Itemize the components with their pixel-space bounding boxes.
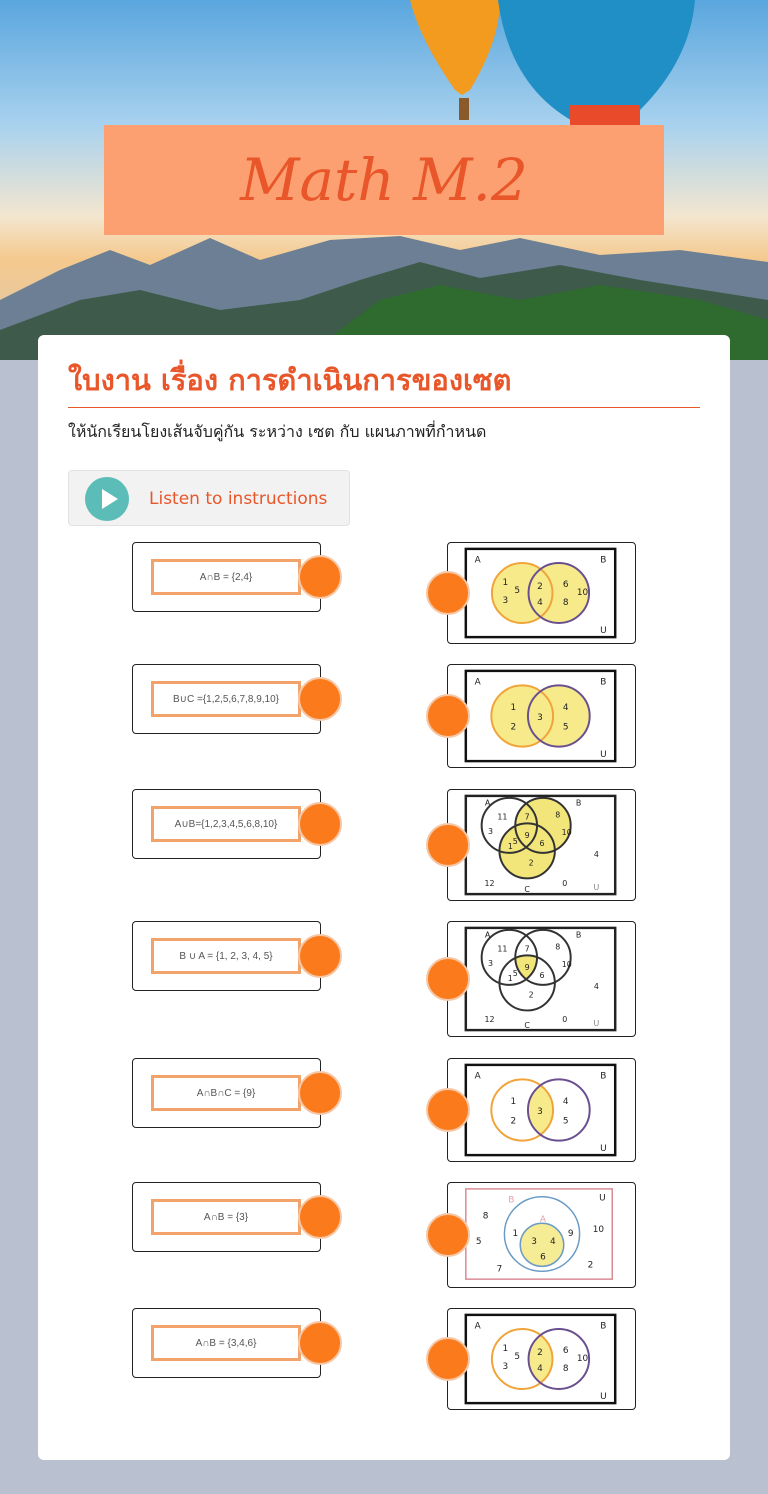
venn-label: B xyxy=(508,1195,515,1206)
venn-diagram xyxy=(448,1309,635,1409)
set-expression-label: A∩B∩C = {9} xyxy=(151,1075,301,1111)
venn-label: 1 xyxy=(512,1229,519,1239)
venn-label: 4 xyxy=(537,597,543,608)
venn-label: 10 xyxy=(561,960,572,970)
venn-label: 5 xyxy=(512,837,518,847)
venn-label: 4 xyxy=(562,703,569,714)
venn-label: 5 xyxy=(562,1116,569,1127)
left-connector-dot[interactable] xyxy=(298,1195,342,1239)
venn-label: 4 xyxy=(562,1097,569,1108)
venn-diagram-card[interactable] xyxy=(447,1058,636,1162)
venn-label: 5 xyxy=(514,1352,521,1362)
venn-label: 0 xyxy=(562,879,568,889)
venn-label: 3 xyxy=(488,827,494,837)
venn-label: 1 xyxy=(510,1097,517,1108)
venn-label: 3 xyxy=(502,1361,509,1372)
venn-label: 6 xyxy=(539,839,545,848)
venn-label: 10 xyxy=(576,1353,589,1364)
venn-label: 3 xyxy=(537,1106,543,1117)
venn-label: 9 xyxy=(524,831,530,841)
venn-label: U xyxy=(600,626,607,637)
venn-label: 9 xyxy=(567,1229,574,1239)
venn-label: 10 xyxy=(561,828,572,838)
venn-label: 2 xyxy=(510,722,517,733)
set-expression-card[interactable] xyxy=(132,789,321,859)
set-expression-label: A∩B = {2,4} xyxy=(151,559,301,595)
left-connector-dot[interactable] xyxy=(298,1321,342,1365)
venn-diagram xyxy=(448,790,635,900)
venn-diagram xyxy=(448,1059,635,1161)
venn-label: A xyxy=(539,1215,547,1226)
venn-label: 2 xyxy=(587,1260,594,1271)
venn-diagram-card[interactable] xyxy=(447,664,636,768)
set-expression-card[interactable] xyxy=(132,542,321,612)
listen-label: Listen to instructions xyxy=(149,489,328,509)
heading-divider xyxy=(68,407,700,408)
listen-instructions-button[interactable] xyxy=(68,470,350,526)
venn-label: 2 xyxy=(537,582,543,593)
venn-label: 2 xyxy=(510,1116,517,1127)
venn-label: C xyxy=(524,885,530,895)
venn-label: 2 xyxy=(528,858,534,868)
venn-label: B xyxy=(600,677,607,688)
right-connector-dot[interactable] xyxy=(426,1088,470,1132)
venn-diagram-card[interactable] xyxy=(447,542,636,644)
venn-label: 5 xyxy=(514,586,521,596)
venn-label: 7 xyxy=(524,944,530,954)
header-banner xyxy=(0,0,768,360)
venn-label: 8 xyxy=(482,1211,489,1222)
venn-label: 4 xyxy=(593,981,599,991)
venn-label: 5 xyxy=(475,1236,482,1247)
venn-diagram-card[interactable] xyxy=(447,921,636,1037)
left-connector-dot[interactable] xyxy=(298,1071,342,1115)
set-expression-label: A∩B = {3} xyxy=(151,1199,301,1235)
right-connector-dot[interactable] xyxy=(426,1213,470,1257)
instruction-text: ให้นักเรียนโยงเส้นจับคู่กัน ระหว่าง เซต กับ แผนภาพที่กำหนด xyxy=(68,422,487,441)
venn-label: A xyxy=(484,930,491,940)
venn-label: 4 xyxy=(550,1236,556,1247)
venn-label: 11 xyxy=(497,944,508,954)
set-expression-label: A∩B = {3,4,6} xyxy=(151,1325,301,1361)
venn-label: 0 xyxy=(562,1015,568,1025)
venn-label: 11 xyxy=(497,812,508,822)
venn-label: A xyxy=(474,1321,481,1332)
venn-label: 1 xyxy=(507,973,513,983)
venn-label: 4 xyxy=(593,849,599,859)
venn-label: 8 xyxy=(562,597,569,608)
venn-label: 5 xyxy=(512,969,518,979)
venn-label: 6 xyxy=(539,971,545,981)
venn-label: U xyxy=(600,1392,607,1403)
venn-diagram xyxy=(448,922,635,1036)
venn-label: U xyxy=(600,1144,607,1155)
venn-label: U xyxy=(600,750,607,761)
venn-label: 1 xyxy=(502,578,509,589)
venn-label: B xyxy=(575,930,582,940)
venn-label: 6 xyxy=(540,1252,546,1263)
set-expression-card[interactable] xyxy=(132,921,321,991)
venn-label: 7 xyxy=(524,812,530,822)
venn-label: 3 xyxy=(502,595,509,606)
venn-label: U xyxy=(593,883,600,893)
venn-label: B xyxy=(575,798,582,808)
venn-label: 3 xyxy=(488,959,494,969)
venn-label: A xyxy=(484,798,491,808)
venn-label: 2 xyxy=(528,990,534,1000)
right-connector-dot[interactable] xyxy=(426,694,470,738)
venn-label: 8 xyxy=(562,1363,569,1374)
venn-diagram-card[interactable] xyxy=(447,1308,636,1410)
set-expression-label: B∪C ={1,2,5,6,7,8,9,10} xyxy=(151,681,301,717)
venn-label: 8 xyxy=(555,810,561,820)
venn-diagram-card[interactable] xyxy=(447,789,636,901)
venn-label: 2 xyxy=(537,1348,543,1359)
left-connector-dot[interactable] xyxy=(298,555,342,599)
venn-label: 3 xyxy=(531,1236,537,1247)
set-expression-label: B ∪ A = {1, 2, 3, 4, 5} xyxy=(151,938,301,974)
title-banner xyxy=(104,125,664,235)
set-expression-card[interactable] xyxy=(132,1058,321,1128)
venn-label: U xyxy=(599,1193,606,1204)
play-icon xyxy=(85,477,129,521)
left-connector-dot[interactable] xyxy=(298,934,342,978)
venn-label: A xyxy=(474,677,481,688)
venn-label: 1 xyxy=(510,703,517,714)
venn-diagram-card[interactable] xyxy=(447,1182,636,1288)
venn-label: 8 xyxy=(555,942,561,952)
venn-label: U xyxy=(593,1019,600,1029)
venn-label: 1 xyxy=(502,1344,509,1355)
set-expression-card[interactable] xyxy=(132,1308,321,1378)
venn-label: A xyxy=(474,555,481,566)
venn-label: 12 xyxy=(484,1015,495,1025)
left-connector-dot[interactable] xyxy=(298,677,342,721)
venn-diagram xyxy=(448,665,635,767)
venn-label: 5 xyxy=(562,722,569,733)
set-expression-label: A∪B={1,2,3,4,5,6,8,10} xyxy=(151,806,301,842)
left-connector-dot[interactable] xyxy=(298,802,342,846)
venn-label: A xyxy=(474,1071,481,1082)
venn-label: 9 xyxy=(524,963,530,973)
venn-label: 12 xyxy=(484,879,495,889)
right-connector-dot[interactable] xyxy=(426,1337,470,1381)
venn-label: 7 xyxy=(496,1264,503,1275)
venn-label: B xyxy=(600,555,607,566)
set-expression-card[interactable] xyxy=(132,664,321,734)
venn-label: 10 xyxy=(592,1225,605,1236)
right-connector-dot[interactable] xyxy=(426,823,470,867)
venn-label: B xyxy=(600,1321,607,1332)
set-expression-card[interactable] xyxy=(132,1182,321,1252)
right-connector-dot[interactable] xyxy=(426,957,470,1001)
venn-label: 1 xyxy=(507,841,513,851)
venn-label: B xyxy=(600,1071,607,1082)
venn-label: 4 xyxy=(537,1363,543,1374)
venn-label: 6 xyxy=(562,580,569,591)
venn-label: 3 xyxy=(537,712,543,723)
venn-label: C xyxy=(524,1021,530,1031)
venn-diagram xyxy=(448,543,635,643)
venn-label: 10 xyxy=(576,587,589,598)
app-title: Math M.2 xyxy=(240,146,528,214)
right-connector-dot[interactable] xyxy=(426,571,470,615)
venn-diagram xyxy=(448,1183,635,1287)
worksheet-heading: ใบงาน เรื่อง การดำเนินการของเซต xyxy=(68,363,512,397)
venn-label: 6 xyxy=(562,1346,569,1357)
